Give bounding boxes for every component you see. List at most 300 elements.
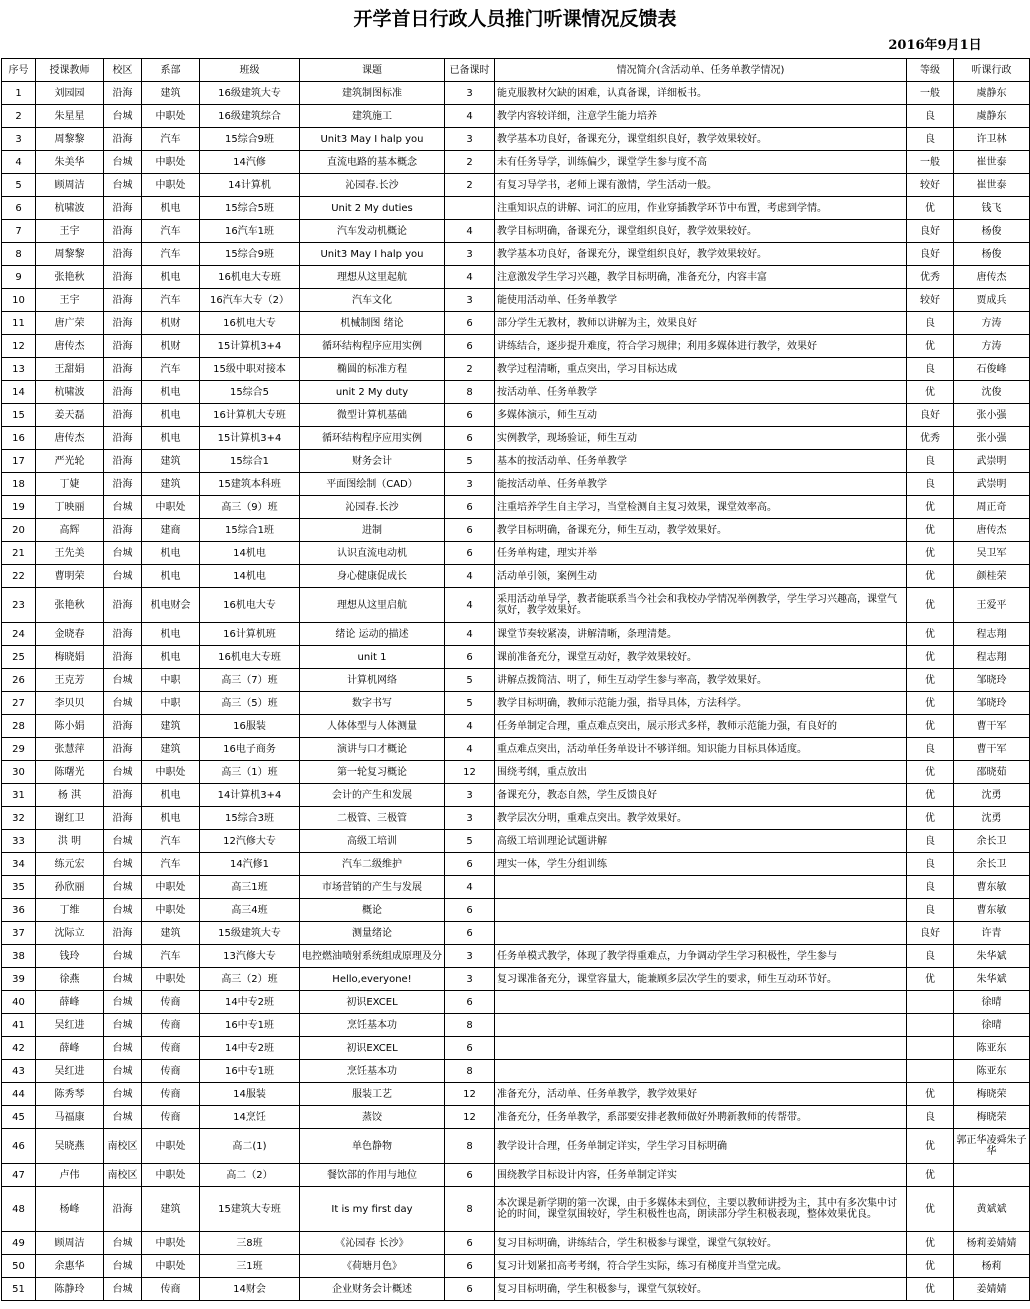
cell-prepared-hours: 6 bbox=[445, 427, 495, 450]
cell-topic: 绪论 运动的描述 bbox=[300, 623, 445, 646]
cell-prepared-hours: 12 bbox=[445, 1083, 495, 1106]
cell-row-number: 39 bbox=[2, 968, 36, 991]
cell-description: 任务单构建，理实并举 bbox=[495, 542, 907, 565]
cell-row-number: 19 bbox=[2, 496, 36, 519]
cell-row-number: 37 bbox=[2, 922, 36, 945]
cell-campus: 沿海 bbox=[104, 220, 142, 243]
cell-grade: 优 bbox=[907, 588, 954, 623]
cell-campus: 台城 bbox=[104, 899, 142, 922]
cell-class: 16计算机班 bbox=[200, 623, 300, 646]
cell-prepared-hours: 3 bbox=[445, 968, 495, 991]
cell-prepared-hours: 5 bbox=[445, 692, 495, 715]
cell-prepared-hours: 6 bbox=[445, 404, 495, 427]
cell-observer: 余长卫 bbox=[954, 830, 1030, 853]
cell-prepared-hours: 3 bbox=[445, 243, 495, 266]
cell-row-number: 33 bbox=[2, 830, 36, 853]
cell-department: 建筑 bbox=[142, 450, 200, 473]
cell-department: 建筑 bbox=[142, 473, 200, 496]
cell-department: 中职处 bbox=[142, 151, 200, 174]
cell-observer: 杨莉 bbox=[954, 1255, 1030, 1278]
cell-prepared-hours: 8 bbox=[445, 1187, 495, 1232]
cell-topic: unit 2 My duty bbox=[300, 381, 445, 404]
cell-campus: 沿海 bbox=[104, 588, 142, 623]
cell-topic: 理想从这里启航 bbox=[300, 588, 445, 623]
cell-description: 能克服教材欠缺的困难，认真备课，详细板书。 bbox=[495, 82, 907, 105]
cell-campus: 沿海 bbox=[104, 358, 142, 381]
cell-prepared-hours: 8 bbox=[445, 1060, 495, 1083]
cell-teacher: 吴红进 bbox=[36, 1060, 104, 1083]
cell-campus: 沿海 bbox=[104, 1187, 142, 1232]
cell-observer: 方涛 bbox=[954, 312, 1030, 335]
cell-row-number: 34 bbox=[2, 853, 36, 876]
form-date: 2016年9月1日 bbox=[888, 38, 982, 53]
cell-campus: 沿海 bbox=[104, 243, 142, 266]
cell-class: 15建筑大专班 bbox=[200, 1187, 300, 1232]
cell-campus: 沿海 bbox=[104, 312, 142, 335]
cell-prepared-hours: 4 bbox=[445, 565, 495, 588]
cell-topic: 概论 bbox=[300, 899, 445, 922]
cell-row-number: 26 bbox=[2, 669, 36, 692]
table-row bbox=[2, 991, 1030, 1014]
cell-class: 三8班 bbox=[200, 1232, 300, 1255]
cell-observer: 余长卫 bbox=[954, 853, 1030, 876]
cell-prepared-hours: 4 bbox=[445, 220, 495, 243]
cell-observer: 邵晓茹 bbox=[954, 761, 1030, 784]
cell-department: 汽车 bbox=[142, 358, 200, 381]
table-row bbox=[2, 899, 1030, 922]
feedback-table bbox=[1, 58, 1030, 1301]
cell-campus: 台城 bbox=[104, 830, 142, 853]
cell-observer: 郭正华凌舜朱子华 bbox=[954, 1129, 1030, 1164]
cell-class: 14烹饪 bbox=[200, 1106, 300, 1129]
cell-description: 高级工培训理论试题讲解 bbox=[495, 830, 907, 853]
cell-department: 机电财会 bbox=[142, 588, 200, 623]
cell-grade: 良 bbox=[907, 105, 954, 128]
cell-observer: 虞静东 bbox=[954, 82, 1030, 105]
cell-department: 机电 bbox=[142, 542, 200, 565]
cell-grade: 优 bbox=[907, 761, 954, 784]
cell-class: 15建筑本科班 bbox=[200, 473, 300, 496]
cell-description bbox=[495, 1037, 907, 1060]
cell-campus: 台城 bbox=[104, 1255, 142, 1278]
cell-campus: 台城 bbox=[104, 1083, 142, 1106]
cell-class: 高三4班 bbox=[200, 899, 300, 922]
cell-department: 汽车 bbox=[142, 945, 200, 968]
cell-class: 15综合5班 bbox=[200, 197, 300, 220]
cell-teacher: 周黎黎 bbox=[36, 243, 104, 266]
cell-description: 教学基本功良好，备课充分，课堂组织良好，教学效果较好。 bbox=[495, 128, 907, 151]
cell-observer: 程志翔 bbox=[954, 646, 1030, 669]
cell-row-number: 32 bbox=[2, 807, 36, 830]
cell-description: 备课充分，教态自然，学生反馈良好 bbox=[495, 784, 907, 807]
cell-prepared-hours: 3 bbox=[445, 807, 495, 830]
cell-teacher: 姜天磊 bbox=[36, 404, 104, 427]
cell-topic: 《荷塘月色》 bbox=[300, 1255, 445, 1278]
cell-campus: 沿海 bbox=[104, 473, 142, 496]
cell-prepared-hours: 6 bbox=[445, 899, 495, 922]
cell-campus: 台城 bbox=[104, 991, 142, 1014]
cell-row-number: 49 bbox=[2, 1232, 36, 1255]
cell-teacher: 曹明荣 bbox=[36, 565, 104, 588]
cell-row-number: 24 bbox=[2, 623, 36, 646]
cell-observer: 梅晓荣 bbox=[954, 1083, 1030, 1106]
cell-class: 16电子商务 bbox=[200, 738, 300, 761]
cell-grade: 优 bbox=[907, 1278, 954, 1301]
cell-row-number: 17 bbox=[2, 450, 36, 473]
cell-department: 汽车 bbox=[142, 853, 200, 876]
column-header-description: 情况简介(含活动单、任务单教学情况) bbox=[495, 59, 907, 82]
cell-topic: 循环结构程序应用实例 bbox=[300, 335, 445, 358]
cell-teacher: 唐广荣 bbox=[36, 312, 104, 335]
cell-campus: 台城 bbox=[104, 853, 142, 876]
cell-grade bbox=[907, 1037, 954, 1060]
cell-row-number: 21 bbox=[2, 542, 36, 565]
cell-row-number: 35 bbox=[2, 876, 36, 899]
cell-observer: 程志翔 bbox=[954, 623, 1030, 646]
cell-observer: 崔世泰 bbox=[954, 174, 1030, 197]
cell-prepared-hours: 3 bbox=[445, 784, 495, 807]
cell-department: 机电 bbox=[142, 807, 200, 830]
cell-class: 16机电大专 bbox=[200, 312, 300, 335]
cell-description: 任务单模式教学，体现了教学得重难点，力争调动学生学习积极性，学生参与 bbox=[495, 945, 907, 968]
cell-observer bbox=[954, 1164, 1030, 1187]
cell-grade: 优 bbox=[907, 1187, 954, 1232]
cell-campus: 沿海 bbox=[104, 197, 142, 220]
cell-prepared-hours: 3 bbox=[445, 82, 495, 105]
cell-description: 重点难点突出，活动单任务单设计不够详细。知识能力目标具体适度。 bbox=[495, 738, 907, 761]
cell-grade: 良 bbox=[907, 853, 954, 876]
cell-description: 多媒体演示，师生互动 bbox=[495, 404, 907, 427]
cell-description: 注重培养学生自主学习，当堂检测自主复习效果，课堂效率高。 bbox=[495, 496, 907, 519]
cell-observer: 徐晴 bbox=[954, 1014, 1030, 1037]
cell-row-number: 43 bbox=[2, 1060, 36, 1083]
cell-row-number: 40 bbox=[2, 991, 36, 1014]
cell-grade: 优 bbox=[907, 784, 954, 807]
cell-topic: 建筑施工 bbox=[300, 105, 445, 128]
cell-prepared-hours: 6 bbox=[445, 1255, 495, 1278]
cell-department: 中职处 bbox=[142, 1164, 200, 1187]
cell-grade: 良 bbox=[907, 473, 954, 496]
cell-observer: 武崇明 bbox=[954, 473, 1030, 496]
cell-campus: 台城 bbox=[104, 876, 142, 899]
cell-topic: 身心健康促成长 bbox=[300, 565, 445, 588]
cell-topic: 汽车文化 bbox=[300, 289, 445, 312]
cell-row-number: 44 bbox=[2, 1083, 36, 1106]
cell-grade: 优 bbox=[907, 197, 954, 220]
table-row bbox=[2, 807, 1030, 830]
cell-prepared-hours: 4 bbox=[445, 738, 495, 761]
cell-campus: 沿海 bbox=[104, 266, 142, 289]
cell-topic: 汽车二级维护 bbox=[300, 853, 445, 876]
cell-department: 中职处 bbox=[142, 1129, 200, 1164]
cell-prepared-hours: 6 bbox=[445, 991, 495, 1014]
cell-teacher: 朱星星 bbox=[36, 105, 104, 128]
cell-prepared-hours: 4 bbox=[445, 105, 495, 128]
cell-prepared-hours: 6 bbox=[445, 542, 495, 565]
cell-topic: 计算机网络 bbox=[300, 669, 445, 692]
cell-topic: 企业财务会计概述 bbox=[300, 1278, 445, 1301]
cell-observer: 曹干军 bbox=[954, 715, 1030, 738]
cell-class: 14机电 bbox=[200, 565, 300, 588]
column-header-class: 班级 bbox=[200, 59, 300, 82]
table-row bbox=[2, 1014, 1030, 1037]
cell-description bbox=[495, 922, 907, 945]
cell-prepared-hours: 8 bbox=[445, 381, 495, 404]
cell-department: 中职处 bbox=[142, 1255, 200, 1278]
table-row bbox=[2, 197, 1030, 220]
cell-campus: 沿海 bbox=[104, 289, 142, 312]
table-row bbox=[2, 669, 1030, 692]
cell-grade: 良好 bbox=[907, 220, 954, 243]
cell-description: 按活动单、任务单教学 bbox=[495, 381, 907, 404]
cell-topic: 电控燃油喷射系统组成原理及分 bbox=[300, 945, 445, 968]
cell-topic: 会计的产生和发展 bbox=[300, 784, 445, 807]
cell-department: 中职处 bbox=[142, 968, 200, 991]
cell-class: 高三（7）班 bbox=[200, 669, 300, 692]
cell-grade: 优 bbox=[907, 335, 954, 358]
cell-grade bbox=[907, 1014, 954, 1037]
cell-row-number: 25 bbox=[2, 646, 36, 669]
cell-teacher: 陈小娟 bbox=[36, 715, 104, 738]
cell-campus: 沿海 bbox=[104, 646, 142, 669]
cell-campus: 台城 bbox=[104, 542, 142, 565]
table-row bbox=[2, 450, 1030, 473]
cell-observer: 张小强 bbox=[954, 427, 1030, 450]
table-row bbox=[2, 761, 1030, 784]
cell-department: 中职处 bbox=[142, 876, 200, 899]
cell-department: 传商 bbox=[142, 1037, 200, 1060]
cell-class: 13汽修大专 bbox=[200, 945, 300, 968]
column-header-grade: 等级 bbox=[907, 59, 954, 82]
cell-department: 传商 bbox=[142, 1106, 200, 1129]
cell-topic: Hello,everyone! bbox=[300, 968, 445, 991]
cell-row-number: 45 bbox=[2, 1106, 36, 1129]
cell-prepared-hours: 4 bbox=[445, 266, 495, 289]
cell-class: 高三（1）班 bbox=[200, 761, 300, 784]
cell-grade: 优 bbox=[907, 669, 954, 692]
cell-class: 15综合3班 bbox=[200, 807, 300, 830]
cell-teacher: 钱玲 bbox=[36, 945, 104, 968]
cell-grade: 优 bbox=[907, 623, 954, 646]
table-row bbox=[2, 220, 1030, 243]
cell-campus: 台城 bbox=[104, 565, 142, 588]
cell-campus: 沿海 bbox=[104, 784, 142, 807]
cell-department: 建筑 bbox=[142, 922, 200, 945]
cell-description: 未有任务导学，训练偏少，课堂学生参与度不高 bbox=[495, 151, 907, 174]
cell-description: 教学目标明确，教师示范能力强，指导具体，方法科学。 bbox=[495, 692, 907, 715]
cell-teacher: 王甜娟 bbox=[36, 358, 104, 381]
cell-class: 16机电大专班 bbox=[200, 646, 300, 669]
cell-department: 中职处 bbox=[142, 174, 200, 197]
cell-campus: 沿海 bbox=[104, 807, 142, 830]
cell-prepared-hours: 2 bbox=[445, 358, 495, 381]
cell-observer: 沈勇 bbox=[954, 807, 1030, 830]
cell-topic: 测量绪论 bbox=[300, 922, 445, 945]
cell-row-number: 11 bbox=[2, 312, 36, 335]
cell-prepared-hours: 4 bbox=[445, 623, 495, 646]
table-row bbox=[2, 588, 1030, 623]
cell-campus: 沿海 bbox=[104, 82, 142, 105]
cell-prepared-hours: 2 bbox=[445, 174, 495, 197]
cell-department: 机电 bbox=[142, 266, 200, 289]
cell-description: 注意激发学生学习兴趣，教学目标明确，准备充分，内容丰富 bbox=[495, 266, 907, 289]
cell-department: 汽车 bbox=[142, 289, 200, 312]
cell-class: 14服装 bbox=[200, 1083, 300, 1106]
cell-row-number: 9 bbox=[2, 266, 36, 289]
cell-grade: 较好 bbox=[907, 174, 954, 197]
cell-prepared-hours: 5 bbox=[445, 830, 495, 853]
cell-observer: 张小强 bbox=[954, 404, 1030, 427]
cell-grade: 良 bbox=[907, 1106, 954, 1129]
cell-prepared-hours: 3 bbox=[445, 945, 495, 968]
cell-campus: 南校区 bbox=[104, 1164, 142, 1187]
cell-class: 高三（9）班 bbox=[200, 496, 300, 519]
cell-campus: 台城 bbox=[104, 174, 142, 197]
cell-topic: 服装工艺 bbox=[300, 1083, 445, 1106]
cell-grade: 优 bbox=[907, 646, 954, 669]
cell-teacher: 刘园园 bbox=[36, 82, 104, 105]
cell-class: 16中专1班 bbox=[200, 1060, 300, 1083]
cell-description: 采用活动单导学，教者能联系当今社会和我校办学情况举例教学，学生学习兴趣高，课堂气氛好，教学效果好。 bbox=[495, 588, 907, 623]
cell-topic: 循环结构程序应用实例 bbox=[300, 427, 445, 450]
cell-observer: 邹晓玲 bbox=[954, 692, 1030, 715]
cell-grade bbox=[907, 991, 954, 1014]
cell-teacher: 吴红进 bbox=[36, 1014, 104, 1037]
cell-topic: 直流电路的基本概念 bbox=[300, 151, 445, 174]
cell-grade: 优 bbox=[907, 542, 954, 565]
cell-prepared-hours: 6 bbox=[445, 1164, 495, 1187]
cell-prepared-hours: 6 bbox=[445, 922, 495, 945]
cell-grade: 优 bbox=[907, 715, 954, 738]
table-row bbox=[2, 968, 1030, 991]
table-row bbox=[2, 496, 1030, 519]
cell-description: 教学过程清晰，重点突出，学习目标达成 bbox=[495, 358, 907, 381]
cell-campus: 台城 bbox=[104, 692, 142, 715]
cell-topic: 演讲与口才概论 bbox=[300, 738, 445, 761]
cell-description: 准备充分，任务单教学，系部要安排老教师做好外聘新教师的传帮带。 bbox=[495, 1106, 907, 1129]
cell-department: 中职 bbox=[142, 692, 200, 715]
cell-topic: 高级工培训 bbox=[300, 830, 445, 853]
table-row bbox=[2, 105, 1030, 128]
cell-grade: 优 bbox=[907, 1129, 954, 1164]
cell-teacher: 朱美华 bbox=[36, 151, 104, 174]
cell-class: 三1班 bbox=[200, 1255, 300, 1278]
cell-observer: 沈勇 bbox=[954, 784, 1030, 807]
cell-topic: 烹饪基本功 bbox=[300, 1060, 445, 1083]
cell-department: 汽车 bbox=[142, 830, 200, 853]
cell-campus: 台城 bbox=[104, 761, 142, 784]
table-row bbox=[2, 1129, 1030, 1164]
cell-observer: 崔世泰 bbox=[954, 151, 1030, 174]
cell-grade: 良 bbox=[907, 358, 954, 381]
cell-department: 传商 bbox=[142, 1278, 200, 1301]
cell-description: 课堂节奏较紧凑，讲解清晰，条理清楚。 bbox=[495, 623, 907, 646]
cell-observer: 杨莉姜婧婧 bbox=[954, 1232, 1030, 1255]
cell-teacher: 杨 淇 bbox=[36, 784, 104, 807]
cell-description: 准备充分，活动单、任务单教学，教学效果好 bbox=[495, 1083, 907, 1106]
cell-class: 高二（2） bbox=[200, 1164, 300, 1187]
cell-grade bbox=[907, 1060, 954, 1083]
cell-grade: 良 bbox=[907, 128, 954, 151]
cell-prepared-hours: 6 bbox=[445, 312, 495, 335]
cell-observer: 方涛 bbox=[954, 335, 1030, 358]
cell-grade: 优 bbox=[907, 1083, 954, 1106]
cell-description: 围绕考纲，重点放出 bbox=[495, 761, 907, 784]
cell-grade: 良好 bbox=[907, 922, 954, 945]
cell-description bbox=[495, 1014, 907, 1037]
cell-grade: 良好 bbox=[907, 243, 954, 266]
cell-class: 14财会 bbox=[200, 1278, 300, 1301]
table-row bbox=[2, 830, 1030, 853]
cell-prepared-hours: 2 bbox=[445, 151, 495, 174]
cell-department: 机电 bbox=[142, 784, 200, 807]
table-row bbox=[2, 381, 1030, 404]
cell-teacher: 张艳秋 bbox=[36, 588, 104, 623]
cell-campus: 沿海 bbox=[104, 404, 142, 427]
cell-grade: 良 bbox=[907, 450, 954, 473]
cell-campus: 沿海 bbox=[104, 128, 142, 151]
table-row bbox=[2, 853, 1030, 876]
table-row bbox=[2, 358, 1030, 381]
cell-class: 14机电 bbox=[200, 542, 300, 565]
column-header-campus: 校区 bbox=[104, 59, 142, 82]
cell-campus: 台城 bbox=[104, 105, 142, 128]
cell-observer: 王爱平 bbox=[954, 588, 1030, 623]
cell-observer: 贾成兵 bbox=[954, 289, 1030, 312]
cell-teacher: 陈静玲 bbox=[36, 1278, 104, 1301]
cell-prepared-hours: 5 bbox=[445, 450, 495, 473]
cell-row-number: 14 bbox=[2, 381, 36, 404]
table-row bbox=[2, 1278, 1030, 1301]
cell-department: 中职处 bbox=[142, 761, 200, 784]
cell-class: 15计算机3+4 bbox=[200, 427, 300, 450]
table-row bbox=[2, 715, 1030, 738]
cell-department: 中职处 bbox=[142, 899, 200, 922]
cell-topic: 人体体型与人体测量 bbox=[300, 715, 445, 738]
cell-teacher: 薛峰 bbox=[36, 991, 104, 1014]
table-row bbox=[2, 1060, 1030, 1083]
table-row bbox=[2, 335, 1030, 358]
cell-topic: Unit3 May I halp you bbox=[300, 243, 445, 266]
cell-description: 能按活动单、任务单教学 bbox=[495, 473, 907, 496]
cell-row-number: 7 bbox=[2, 220, 36, 243]
cell-row-number: 8 bbox=[2, 243, 36, 266]
cell-class: 16计算机大专班 bbox=[200, 404, 300, 427]
cell-teacher: 洪 明 bbox=[36, 830, 104, 853]
cell-prepared-hours: 6 bbox=[445, 1278, 495, 1301]
cell-class: 12汽修大专 bbox=[200, 830, 300, 853]
cell-department: 汽车 bbox=[142, 243, 200, 266]
table-row bbox=[2, 945, 1030, 968]
cell-campus: 沿海 bbox=[104, 715, 142, 738]
cell-observer: 周正奇 bbox=[954, 496, 1030, 519]
table-row bbox=[2, 312, 1030, 335]
cell-class: 16级建筑大专 bbox=[200, 82, 300, 105]
cell-description: 活动单引领，案例生动 bbox=[495, 565, 907, 588]
cell-grade: 优 bbox=[907, 807, 954, 830]
cell-class: 16级建筑综合 bbox=[200, 105, 300, 128]
cell-topic: 椭圆的标准方程 bbox=[300, 358, 445, 381]
cell-observer: 陈亚东 bbox=[954, 1060, 1030, 1083]
cell-teacher: 唐传杰 bbox=[36, 427, 104, 450]
cell-row-number: 41 bbox=[2, 1014, 36, 1037]
cell-topic: 初识EXCEL bbox=[300, 991, 445, 1014]
table-row bbox=[2, 1164, 1030, 1187]
cell-campus: 台城 bbox=[104, 1014, 142, 1037]
cell-topic: 汽车发动机概论 bbox=[300, 220, 445, 243]
cell-department: 建筑 bbox=[142, 738, 200, 761]
cell-observer: 虞静东 bbox=[954, 105, 1030, 128]
